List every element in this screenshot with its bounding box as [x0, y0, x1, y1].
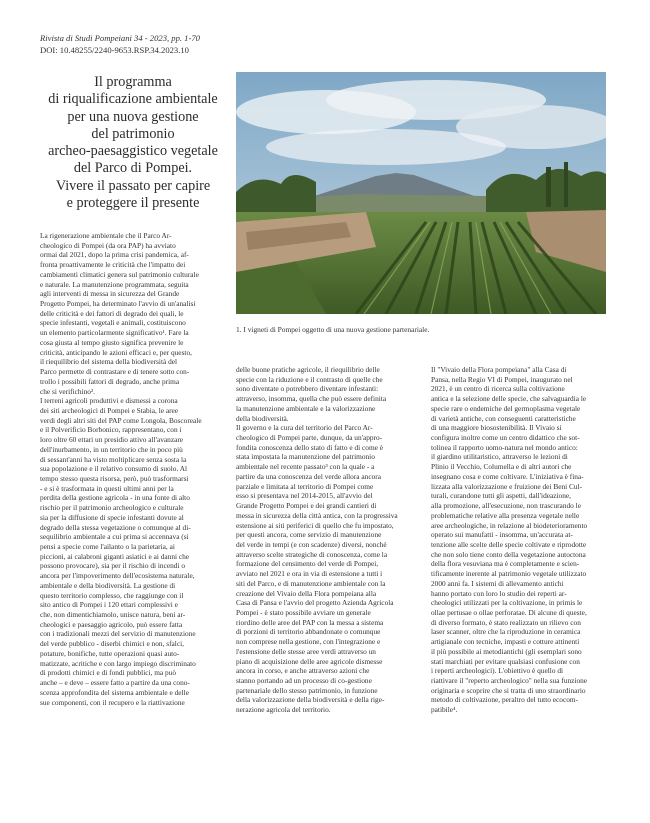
- text-line: possono provocare), sia per il rischio di incendi o: [40, 561, 186, 571]
- text-line: perdita della gestione agricola - in una fonte di alto: [40, 493, 190, 503]
- text-line: insegnano cosa e come coltivare. L'iniziativa è fina-: [431, 471, 584, 481]
- text-line: riattivare il "reperto archeologico" nella sua funzione: [431, 676, 588, 685]
- text-line: delle criticità e dei fattori di degrado dei quali, le: [40, 308, 184, 318]
- text-line: sito antico di Pompei i 120 ettari complessivi e: [40, 600, 178, 610]
- text-line: dei siti archeologici di Pompei e Stabia, le aree: [40, 405, 179, 415]
- text-line: Il "Vivaio della Flora pompeiana" alla Casa di: [431, 365, 567, 374]
- text-line: partire da una conoscenza del verde allora ancora: [236, 471, 381, 481]
- text-line: laser scanner, oltre che la riproduzione in ceramica: [431, 627, 581, 637]
- text-line: il riequilibrio del sistema della biodiversità del: [40, 357, 178, 367]
- body-column-3: [431, 365, 607, 715]
- text-line: esso si presentava nel 2014-2015, all'avvio del: [236, 491, 373, 501]
- text-line: piano di acquisizione delle aree agricole dismesse: [236, 656, 383, 666]
- text-line: trollo i possibili fattori di degrado, anche prima: [40, 376, 180, 386]
- text-line: Grande Progetto Pompei e dei grandi cantieri di: [236, 501, 377, 511]
- text-line: patibile⁴.: [431, 705, 458, 715]
- text-line: degrado della stessa vegetazione o comunque al di-: [40, 522, 191, 532]
- text-line: 2021, è un centro di ricerca sulla coltivazione: [431, 384, 565, 394]
- text-line: tenzione alle scelte delle specie coltivate e riprodotte: [431, 539, 587, 549]
- text-line: di porzioni di territorio abbandonate o comunque: [236, 627, 381, 637]
- text-line: rischio per il patrimonio archeologico e culturale: [40, 503, 184, 513]
- text-line: estensione ai siti periferici di quello che fu impostato,: [236, 520, 394, 530]
- text-line: i reperti archeologici). L'obiettivo è quello di: [431, 666, 564, 676]
- text-line: fondita conoscenza dello stato di fatto e di come è: [236, 442, 384, 452]
- text-line: tolinea il rapporto uomo-natura nel mondo antico:: [431, 442, 578, 452]
- text-line: scenza approfondita del sistema ambientale e delle: [40, 687, 189, 697]
- text-line: Progetto Pompei, ha determinato l'avvio di un'analisi: [40, 299, 196, 309]
- title-line: Il programma: [94, 74, 172, 90]
- text-line: Plinio il Vecchio, Columella e di altri autori che: [431, 462, 572, 472]
- text-line: nerazione agricola del territorio.: [236, 705, 331, 715]
- text-line: anche – e deve – essere fatto a partire da una cono-: [40, 678, 190, 688]
- text-line: potature, bonifiche, tutte operazioni quasi auto-: [40, 648, 180, 658]
- text-line: sua popolazione e il relativo consumo di suolo. Al: [40, 464, 188, 474]
- text-line: aree archeologiche, in relazione al biodeterioramento: [431, 520, 588, 530]
- text-line: matizzate, acritiche e con largo impiego discriminato: [40, 658, 196, 668]
- text-line: con i tradizionali mezzi del servizio di manutenzione: [40, 629, 196, 639]
- journal-doi: DOI: 10.48255/2240-9653.RSP.34.2023.10: [40, 45, 189, 55]
- text-line: attraverso scelte strategiche di conoscenza, come la: [236, 549, 388, 559]
- text-line: verdi degli altri siti del PAP come Longola, Boscoreale: [40, 415, 202, 425]
- text-line: del verde pubblico - diserbi chimici e non, sfalci,: [40, 639, 184, 649]
- figure-photo: [236, 72, 606, 314]
- text-line: sequilibrio ambientale a cui prima si accennava (si: [40, 532, 189, 542]
- title-line: per una nuova gestione: [67, 108, 199, 125]
- text-line: La rigenerazione ambientale che il Parco Ar-: [40, 231, 172, 240]
- text-line: sue componenti, con il recupero e la riattivazione: [40, 697, 185, 707]
- text-line: avviato nel 2021 e ora in via di estensione a tutti i: [236, 569, 383, 579]
- text-line: configura inoltre come un centro didattico che sot-: [431, 433, 580, 443]
- text-line: l'estensione delle stesse aree verdi attraverso un: [236, 646, 376, 656]
- title-line: archeo-paesaggistico vegetale: [48, 143, 218, 160]
- vineyard-vesuvius-image: [236, 72, 606, 314]
- text-line: operato sui manufatti - insomma, un'accurata at-: [431, 530, 573, 540]
- text-line: Casa di Pansa e l'avvio del progetto Azienda Agricola: [236, 598, 394, 608]
- text-line: metodo di coltivazione, peraltro del tutto ecocom-: [431, 695, 579, 705]
- text-line: di diverso formato, è stato realizzato un rilievo con: [431, 617, 581, 627]
- text-line: turali, curandone tutti gli aspetti, dall'ideazione,: [431, 491, 571, 501]
- text-line: 2000 anni fa. I sistemi di allevamento antichi: [431, 578, 564, 588]
- text-line: cheologici e paesaggio agricolo, può essere fatta: [40, 619, 183, 629]
- text-line: - e si è trasformata in questi ultimi anni per la: [40, 483, 174, 493]
- text-line: pensi a specie come l'ailanto o la parietaria, ai: [40, 542, 175, 551]
- text-line: sia per la diffusione di specie infestanti dovute al: [40, 512, 184, 522]
- text-line: Pansa, nella Regio VI di Pompei, inaugurato nel: [431, 374, 573, 384]
- text-line: criticità, anticipando le azioni efficaci e, per questo,: [40, 347, 192, 357]
- text-line: cosa giusta al tempo giusto significa prevenire le: [40, 337, 184, 347]
- text-line: agli interventi di messa in sicurezza del Grande: [40, 289, 180, 299]
- text-line: sono diventate o potrebbero diventare infestanti:: [236, 384, 379, 394]
- text-line: della valorizzazione della biodiversità e della rige-: [236, 695, 385, 705]
- body-column-2: [236, 365, 412, 715]
- text-line: Il governo e la cura del territorio del Parco Ar-: [236, 423, 373, 433]
- text-line: la manutenzione ambientale e la valorizzazione: [236, 403, 376, 413]
- text-line: tificamente inerente al patrimonio vegetale utilizzato: [431, 569, 587, 579]
- text-line: ambientale e della biodiversità. La gestione di: [40, 580, 176, 590]
- text-line: ancora in corso, e anche attraverso azioni che: [236, 666, 370, 676]
- title-line: di riqualificazione ambientale: [48, 91, 218, 108]
- text-line: creazione del Vivaio della Flora pompeiana alla: [236, 588, 377, 598]
- text-line: cheologico di Pompei (da ora PAP) ha avviato: [40, 240, 176, 250]
- text-line: che, non dimentichiamolo, unisce natura, beni ar-: [40, 610, 186, 620]
- text-line: siti del Parco, e di manutenzione ambientale con la: [236, 578, 386, 588]
- text-line: attraverso, insomma, quella che può essere definita: [236, 394, 387, 404]
- title-line: del Parco di Pompei.: [73, 160, 193, 177]
- text-line: ollae pertusae o ollae perforatae. Di alcune di queste,: [431, 607, 587, 617]
- text-line: specie con la riduzione e il contrasto di quelle che: [236, 374, 383, 384]
- text-line: dell'inurbamento, in un territorio che in poco più: [40, 444, 183, 454]
- text-line: il giardino utilitaristico, attraverso le lezioni di: [431, 452, 568, 462]
- text-line: non comprese nella gestione, con l'integrazione e: [236, 637, 381, 647]
- title-line: Vivere il passato per capire: [55, 177, 211, 194]
- text-line: che si verifichino².: [40, 386, 96, 396]
- text-line: antica e la selezione delle specie, che salvaguardia le: [431, 394, 587, 404]
- article-title: [40, 74, 226, 212]
- text-line: tempo stesso questa risorsa, però, può trasformarsi: [40, 473, 189, 483]
- text-line: della flora vesuviana ma è completamente e scien-: [431, 559, 580, 569]
- text-line: fronta proattivamente le criticità che l'impatto dei: [40, 260, 186, 270]
- text-line: del verde in tempi (e con scadenze) diversi, nonché: [236, 539, 387, 549]
- text-line: specie infestanti, vegetali e animali, costituiscono: [40, 318, 186, 328]
- text-line: ormai dal 2021, dopo la prima crisi pandemica, af-: [40, 250, 189, 260]
- text-line: ambientale nel recente passato³ con la quale - a: [236, 462, 375, 472]
- text-line: di una maggiore biosostenibilità. Il Vivaio si: [431, 423, 562, 433]
- text-line: Parco permette di contrastare e di tenere sotto con-: [40, 367, 190, 377]
- text-line: delle buone pratiche agricole, il riequilibrio delle: [236, 365, 380, 374]
- text-line: questo territorio complesso, che raggiunge con il: [40, 590, 184, 600]
- text-line: di sessant'anni ha visto moltiplicare senza sosta la: [40, 454, 187, 464]
- text-line: cheologici utilizzati per la coltivazione, in primis le: [431, 598, 583, 608]
- figure-caption: 1. I vigneti di Pompei oggetto di una nuova gestione partenariale.: [236, 325, 430, 334]
- journal-header: [40, 32, 200, 56]
- text-line: riordino delle aree del PAP con la messa a sistema: [236, 617, 384, 627]
- text-line: specie rare o endemiche del germoplasma vegetale: [431, 403, 581, 413]
- text-line: problematiche relative alla presenza vegetale nelle: [431, 510, 580, 520]
- title-line: del patrimonio: [91, 125, 175, 142]
- text-line: formazione del censimento del verde di Pompei,: [236, 559, 379, 569]
- text-line: messa in sicurezza della città antica, con la progressiva: [236, 510, 398, 520]
- text-line: artigianale con tecniche, impasti e cotture attinenti: [431, 637, 580, 647]
- text-line: di varietà antiche, con conseguenti caratteristiche: [431, 413, 576, 423]
- text-line: stata impostata la manutenzione del patrimonio: [236, 452, 375, 462]
- text-line: stanno portando ad un processo di co-gestione: [236, 676, 372, 685]
- text-line: un elemento particolarmente significativo¹. Fare la: [40, 328, 189, 338]
- text-line: hanno portato con loro lo studio dei reperti ar-: [431, 588, 567, 598]
- text-line: Pompei - è stato possibile avviare un generale: [236, 607, 371, 617]
- title-line: e proteggere il presente: [66, 195, 200, 212]
- text-line: piccioni, ai calabroni giganti asiatici e ai danni che: [40, 551, 190, 561]
- text-line: loro oltre 60 ettari un presidio attivo all'avanzare: [40, 435, 184, 445]
- text-line: ancora per l'impoverimento dell'ecosistema naturale,: [40, 571, 195, 581]
- body-column-1: [40, 231, 224, 707]
- text-line: lizzata alla valorizzazione e fruizione dei Beni Cul-: [431, 481, 583, 491]
- text-line: cambiamenti climatici genera sul patrimonio culturale: [40, 269, 199, 279]
- text-line: per questi ancora, come servizio di manutenzione: [236, 530, 382, 540]
- text-line: della biodiversità.: [236, 413, 289, 423]
- text-line: partenariale dello stesso patrimonio, in funzione: [236, 685, 378, 695]
- text-line: e il Polverificio Borbonico, rappresentano, con i: [40, 425, 182, 435]
- text-line: parziale e limitata al territorio di Pompei come: [236, 481, 374, 491]
- text-line: I terreni agricoli produttivi e dismessi a corona: [40, 396, 178, 406]
- text-line: stati marchiati per evitare qualsiasi confusione con: [431, 656, 580, 666]
- text-line: e naturale. La manutenzione programmata, seguita: [40, 279, 189, 289]
- text-line: il più possibile ai metodiantichi (gli esemplari sono: [431, 646, 582, 656]
- journal-citation: Rivista di Studi Pompeiani 34 - 2023, pp. 1-70: [40, 33, 200, 43]
- text-line: di prodotti chimici e di fondi pubblici, ma può: [40, 668, 177, 678]
- text-line: che non solo tiene conto della vegetazione autoctona: [431, 549, 586, 559]
- text-line: alla promozione, all'esecuzione, non trascurando le: [431, 501, 581, 511]
- text-line: cheologico di Pompei parte, dunque, da un'appro-: [236, 433, 383, 443]
- text-line: originaria e scoprire che si tratta di uno straordinario: [431, 685, 586, 695]
